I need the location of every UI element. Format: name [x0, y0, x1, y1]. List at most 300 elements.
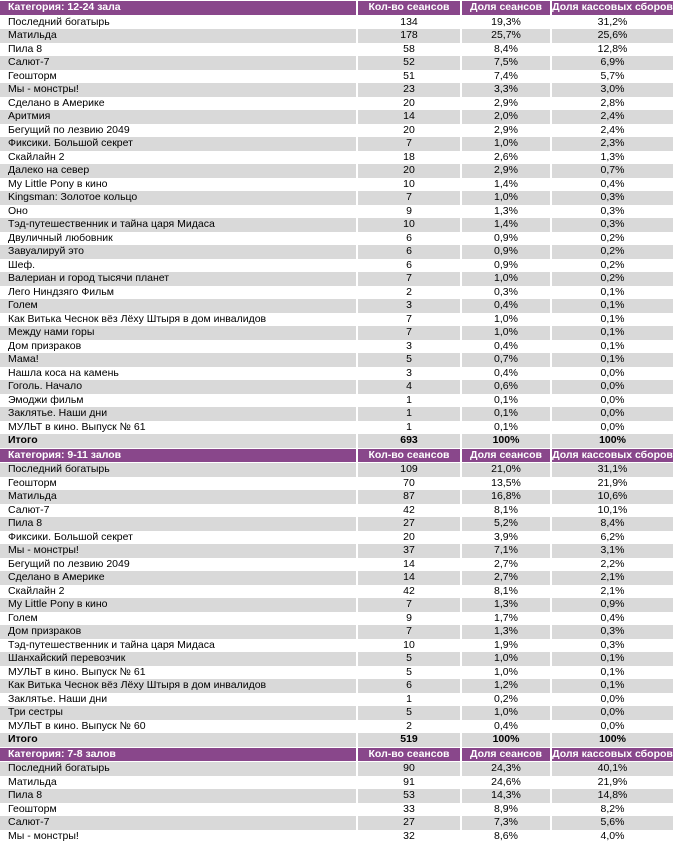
- sessions-count-cell: 134: [358, 16, 462, 30]
- movie-title-cell: МУЛЬТ в кино. Выпуск № 60: [0, 720, 358, 734]
- sessions-share-cell: 1,9%: [462, 639, 552, 653]
- sessions-count-cell: 7: [358, 326, 462, 340]
- sessions-share-cell: 1,4%: [462, 178, 552, 192]
- boxoffice-share-cell: 0,0%: [552, 693, 673, 707]
- movie-title-cell: Тэд-путешественник и тайна царя Мидаса: [0, 639, 358, 653]
- table-row: [0, 652, 673, 666]
- movie-title-cell: МУЛЬТ в кино. Выпуск № 61: [0, 421, 358, 435]
- sessions-share-cell: 3,9%: [462, 531, 552, 545]
- boxoffice-share-cell: 2,1%: [552, 571, 673, 585]
- movie-title-cell: Заклятье. Наши дни: [0, 407, 358, 421]
- sessions-share-cell: 1,0%: [462, 652, 552, 666]
- movie-title-cell: Шанхайский перевозчик: [0, 652, 358, 666]
- total-row: [0, 434, 673, 448]
- boxoffice-share-cell: 0,3%: [552, 191, 673, 205]
- sessions-count-cell: 23: [358, 83, 462, 97]
- boxoffice-share-cell: 0,2%: [552, 272, 673, 286]
- boxoffice-share-cell: 3,0%: [552, 83, 673, 97]
- movie-title-cell: Двуличный любовник: [0, 232, 358, 246]
- sessions-count-cell: 693: [358, 434, 462, 448]
- sessions-share-cell: 24,6%: [462, 776, 552, 790]
- boxoffice-share-cell: 31,2%: [552, 16, 673, 30]
- movie-title-cell: Последний богатырь: [0, 762, 358, 776]
- column-header-cell: Кол-во сеансов: [358, 448, 462, 464]
- table-row: [0, 367, 673, 381]
- boxoffice-share-cell: 2,2%: [552, 558, 673, 572]
- table-row: [0, 299, 673, 313]
- table-row: [0, 245, 673, 259]
- sessions-count-cell: 2: [358, 720, 462, 734]
- column-header-cell: Доля кассовых сборов: [552, 0, 673, 16]
- boxoffice-share-cell: 0,9%: [552, 598, 673, 612]
- boxoffice-share-cell: 2,3%: [552, 137, 673, 151]
- movie-title-cell: My Little Pony в кино: [0, 178, 358, 192]
- sessions-share-cell: 0,6%: [462, 380, 552, 394]
- table-row: [0, 421, 673, 435]
- boxoffice-share-cell: 0,3%: [552, 205, 673, 219]
- sessions-count-cell: 90: [358, 762, 462, 776]
- sessions-count-cell: 7: [358, 272, 462, 286]
- total-label-cell: Итого: [0, 434, 358, 448]
- column-header-cell: Доля сеансов: [462, 448, 552, 464]
- boxoffice-share-cell: 0,1%: [552, 353, 673, 367]
- movie-title-cell: Аритмия: [0, 110, 358, 124]
- movie-title-cell: My Little Pony в кино: [0, 598, 358, 612]
- column-header-cell: Кол-во сеансов: [358, 0, 462, 16]
- sessions-count-cell: 14: [358, 558, 462, 572]
- boxoffice-share-cell: 4,0%: [552, 830, 673, 843]
- boxoffice-share-cell: 0,1%: [552, 299, 673, 313]
- sessions-share-cell: 1,2%: [462, 679, 552, 693]
- table-row: [0, 407, 673, 421]
- movie-title-cell: Скайлайн 2: [0, 585, 358, 599]
- sessions-share-cell: 0,3%: [462, 286, 552, 300]
- sessions-share-cell: 1,7%: [462, 612, 552, 626]
- sessions-share-cell: 2,9%: [462, 97, 552, 111]
- sessions-count-cell: 42: [358, 504, 462, 518]
- table-row: [0, 762, 673, 776]
- sessions-count-cell: 10: [358, 218, 462, 232]
- boxoffice-share-cell: 21,9%: [552, 477, 673, 491]
- movie-title-cell: Скайлайн 2: [0, 151, 358, 165]
- sessions-share-cell: 0,4%: [462, 367, 552, 381]
- sessions-count-cell: 91: [358, 776, 462, 790]
- table-row: [0, 137, 673, 151]
- sessions-count-cell: 20: [358, 97, 462, 111]
- sessions-count-cell: 27: [358, 517, 462, 531]
- sessions-count-cell: 87: [358, 490, 462, 504]
- boxoffice-share-cell: 6,2%: [552, 531, 673, 545]
- sessions-count-cell: 52: [358, 56, 462, 70]
- sessions-share-cell: 8,9%: [462, 803, 552, 817]
- table-row: [0, 789, 673, 803]
- sessions-share-cell: 1,3%: [462, 598, 552, 612]
- sessions-share-cell: 24,3%: [462, 762, 552, 776]
- boxoffice-share-cell: 0,0%: [552, 720, 673, 734]
- sessions-share-cell: 3,3%: [462, 83, 552, 97]
- sessions-count-cell: 5: [358, 353, 462, 367]
- sessions-count-cell: 51: [358, 70, 462, 84]
- section-title-cell: Категория: 12-24 зала: [0, 0, 358, 16]
- table-row: [0, 110, 673, 124]
- table-row: [0, 679, 673, 693]
- table-row: [0, 178, 673, 192]
- sessions-share-cell: 25,7%: [462, 29, 552, 43]
- sessions-count-cell: 5: [358, 652, 462, 666]
- sessions-share-cell: 100%: [462, 434, 552, 448]
- movie-title-cell: Мы - монстры!: [0, 83, 358, 97]
- movie-title-cell: Бегущий по лезвию 2049: [0, 558, 358, 572]
- table-row: [0, 29, 673, 43]
- sessions-share-cell: 2,6%: [462, 151, 552, 165]
- movie-title-cell: Дом призраков: [0, 340, 358, 354]
- sessions-share-cell: 7,5%: [462, 56, 552, 70]
- movie-title-cell: Салют-7: [0, 56, 358, 70]
- movie-title-cell: Салют-7: [0, 816, 358, 830]
- sessions-share-cell: 7,4%: [462, 70, 552, 84]
- boxoffice-share-cell: 0,1%: [552, 679, 673, 693]
- sessions-count-cell: 3: [358, 367, 462, 381]
- boxoffice-share-cell: 0,0%: [552, 367, 673, 381]
- table-row: [0, 151, 673, 165]
- table-row: [0, 191, 673, 205]
- boxoffice-share-cell: 5,6%: [552, 816, 673, 830]
- table-row: [0, 259, 673, 273]
- sessions-share-cell: 2,0%: [462, 110, 552, 124]
- boxoffice-share-cell: 8,2%: [552, 803, 673, 817]
- boxoffice-share-cell: 0,7%: [552, 164, 673, 178]
- sessions-share-cell: 0,4%: [462, 340, 552, 354]
- boxoffice-share-cell: 10,6%: [552, 490, 673, 504]
- boxoffice-share-cell: 0,1%: [552, 326, 673, 340]
- sessions-count-cell: 519: [358, 733, 462, 747]
- boxoffice-share-cell: 2,4%: [552, 110, 673, 124]
- movie-title-cell: Фиксики. Большой секрет: [0, 137, 358, 151]
- sessions-share-cell: 1,3%: [462, 205, 552, 219]
- table-row: [0, 205, 673, 219]
- movie-title-cell: Геошторм: [0, 70, 358, 84]
- sessions-share-cell: 2,7%: [462, 558, 552, 572]
- table-row: [0, 16, 673, 30]
- boxoffice-share-cell: 0,1%: [552, 286, 673, 300]
- table-row: [0, 164, 673, 178]
- boxoffice-share-cell: 1,3%: [552, 151, 673, 165]
- sessions-count-cell: 3: [358, 340, 462, 354]
- total-row: [0, 733, 673, 747]
- sessions-share-cell: 0,1%: [462, 407, 552, 421]
- sessions-share-cell: 0,4%: [462, 720, 552, 734]
- boxoffice-share-cell: 0,4%: [552, 612, 673, 626]
- boxoffice-share-cell: 0,3%: [552, 639, 673, 653]
- sessions-count-cell: 53: [358, 789, 462, 803]
- boxoffice-share-cell: 2,8%: [552, 97, 673, 111]
- section-header-row: [0, 0, 673, 16]
- sessions-share-cell: 21,0%: [462, 463, 552, 477]
- boxoffice-share-cell: 100%: [552, 434, 673, 448]
- sessions-share-cell: 14,3%: [462, 789, 552, 803]
- sessions-count-cell: 1: [358, 407, 462, 421]
- table-row: [0, 504, 673, 518]
- table-row: [0, 97, 673, 111]
- sessions-share-cell: 1,4%: [462, 218, 552, 232]
- sessions-share-cell: 0,1%: [462, 421, 552, 435]
- sessions-count-cell: 70: [358, 477, 462, 491]
- sessions-count-cell: 10: [358, 178, 462, 192]
- boxoffice-share-cell: 0,0%: [552, 407, 673, 421]
- sessions-count-cell: 6: [358, 679, 462, 693]
- boxoffice-share-cell: 0,0%: [552, 421, 673, 435]
- sessions-share-cell: 2,9%: [462, 124, 552, 138]
- table-row: [0, 598, 673, 612]
- table-row: [0, 517, 673, 531]
- boxoffice-share-cell: 2,1%: [552, 585, 673, 599]
- boxoffice-share-cell: 0,1%: [552, 652, 673, 666]
- movie-title-cell: Эмоджи фильм: [0, 394, 358, 408]
- movie-title-cell: Матильда: [0, 776, 358, 790]
- sessions-count-cell: 14: [358, 571, 462, 585]
- movie-title-cell: Мы - монстры!: [0, 544, 358, 558]
- sessions-share-cell: 0,7%: [462, 353, 552, 367]
- boxoffice-share-cell: 0,3%: [552, 218, 673, 232]
- table-row: [0, 571, 673, 585]
- sessions-count-cell: 42: [358, 585, 462, 599]
- sessions-share-cell: 8,4%: [462, 43, 552, 57]
- boxoffice-share-cell: 0,4%: [552, 178, 673, 192]
- sessions-share-cell: 7,1%: [462, 544, 552, 558]
- sessions-count-cell: 10: [358, 639, 462, 653]
- table-row: [0, 625, 673, 639]
- movie-title-cell: Оно: [0, 205, 358, 219]
- table-row: [0, 313, 673, 327]
- table-row: [0, 477, 673, 491]
- sessions-share-cell: 1,0%: [462, 137, 552, 151]
- movie-title-cell: Между нами горы: [0, 326, 358, 340]
- table-row: [0, 803, 673, 817]
- boxoffice-share-cell: 0,2%: [552, 232, 673, 246]
- boxoffice-share-cell: 0,3%: [552, 625, 673, 639]
- boxoffice-share-cell: 8,4%: [552, 517, 673, 531]
- sessions-share-cell: 0,9%: [462, 245, 552, 259]
- boxoffice-share-cell: 0,2%: [552, 259, 673, 273]
- table-row: [0, 83, 673, 97]
- column-header-cell: Доля сеансов: [462, 747, 552, 763]
- movie-title-cell: Лего Ниндзяго Фильм: [0, 286, 358, 300]
- table-row: [0, 830, 673, 843]
- boxoffice-share-cell: 31,1%: [552, 463, 673, 477]
- sessions-share-cell: 0,1%: [462, 394, 552, 408]
- column-header-cell: Кол-во сеансов: [358, 747, 462, 763]
- boxoffice-share-cell: 10,1%: [552, 504, 673, 518]
- movie-title-cell: Kingsman: Золотое кольцо: [0, 191, 358, 205]
- movie-title-cell: Матильда: [0, 29, 358, 43]
- sessions-count-cell: 3: [358, 299, 462, 313]
- movie-title-cell: Гоголь. Начало: [0, 380, 358, 394]
- sessions-share-cell: 0,2%: [462, 693, 552, 707]
- sessions-share-cell: 0,9%: [462, 259, 552, 273]
- sessions-count-cell: 4: [358, 380, 462, 394]
- boxoffice-share-cell: 0,0%: [552, 394, 673, 408]
- table-row: [0, 340, 673, 354]
- sessions-count-cell: 7: [358, 137, 462, 151]
- movie-title-cell: Геошторм: [0, 477, 358, 491]
- table-row: [0, 490, 673, 504]
- table-row: [0, 272, 673, 286]
- sessions-count-cell: 58: [358, 43, 462, 57]
- boxoffice-share-cell: 5,7%: [552, 70, 673, 84]
- movie-title-cell: Мама!: [0, 353, 358, 367]
- movie-title-cell: Последний богатырь: [0, 16, 358, 30]
- movie-title-cell: Как Витька Чеснок вёз Лёху Штыря в дом инвалидов: [0, 313, 358, 327]
- sessions-count-cell: 9: [358, 612, 462, 626]
- movie-title-cell: Тэд-путешественник и тайна царя Мидаса: [0, 218, 358, 232]
- section-title-cell: Категория: 9-11 залов: [0, 448, 358, 464]
- sessions-share-cell: 13,5%: [462, 477, 552, 491]
- movie-title-cell: Дом призраков: [0, 625, 358, 639]
- sessions-count-cell: 20: [358, 531, 462, 545]
- boxoffice-share-cell: 0,2%: [552, 245, 673, 259]
- sessions-count-cell: 14: [358, 110, 462, 124]
- sessions-share-cell: 8,1%: [462, 585, 552, 599]
- boxoffice-share-cell: 40,1%: [552, 762, 673, 776]
- movie-title-cell: Пила 8: [0, 43, 358, 57]
- table-row: [0, 531, 673, 545]
- table-row: [0, 56, 673, 70]
- movie-title-cell: Как Витька Чеснок вёз Лёху Штыря в дом инвалидов: [0, 679, 358, 693]
- sessions-count-cell: 20: [358, 124, 462, 138]
- table-row: [0, 666, 673, 680]
- movie-title-cell: Далеко на север: [0, 164, 358, 178]
- sessions-share-cell: 1,0%: [462, 272, 552, 286]
- sessions-share-cell: 100%: [462, 733, 552, 747]
- table-row: [0, 326, 673, 340]
- boxoffice-share-cell: 0,0%: [552, 380, 673, 394]
- sessions-count-cell: 20: [358, 164, 462, 178]
- sessions-count-cell: 5: [358, 666, 462, 680]
- movie-title-cell: Пила 8: [0, 789, 358, 803]
- sessions-share-cell: 0,9%: [462, 232, 552, 246]
- movie-title-cell: Салют-7: [0, 504, 358, 518]
- movie-title-cell: Нашла коса на камень: [0, 367, 358, 381]
- sessions-count-cell: 6: [358, 245, 462, 259]
- table-row: [0, 70, 673, 84]
- sessions-count-cell: 1: [358, 421, 462, 435]
- column-header-cell: Доля сеансов: [462, 0, 552, 16]
- sessions-share-cell: 1,0%: [462, 666, 552, 680]
- sessions-share-cell: 7,3%: [462, 816, 552, 830]
- sessions-share-cell: 2,7%: [462, 571, 552, 585]
- sessions-count-cell: 1: [358, 394, 462, 408]
- sessions-count-cell: 1: [358, 693, 462, 707]
- movie-title-cell: Шеф.: [0, 259, 358, 273]
- boxoffice-share-cell: 0,0%: [552, 706, 673, 720]
- sessions-count-cell: 27: [358, 816, 462, 830]
- sessions-count-cell: 18: [358, 151, 462, 165]
- table-row: [0, 286, 673, 300]
- movie-title-cell: Мы - монстры!: [0, 830, 358, 843]
- boxoffice-share-cell: 14,8%: [552, 789, 673, 803]
- sessions-share-cell: 1,0%: [462, 326, 552, 340]
- table-row: [0, 544, 673, 558]
- sessions-count-cell: 33: [358, 803, 462, 817]
- movie-title-cell: Сделано в Америке: [0, 97, 358, 111]
- sessions-count-cell: 7: [358, 191, 462, 205]
- table-row: [0, 558, 673, 572]
- boxoffice-share-cell: 0,1%: [552, 313, 673, 327]
- movie-title-cell: Пила 8: [0, 517, 358, 531]
- boxoffice-share-cell: 0,1%: [552, 666, 673, 680]
- sessions-count-cell: 7: [358, 625, 462, 639]
- sessions-count-cell: 6: [358, 259, 462, 273]
- boxoffice-share-cell: 12,8%: [552, 43, 673, 57]
- table-row: [0, 585, 673, 599]
- sessions-count-cell: 5: [358, 706, 462, 720]
- movie-title-cell: Голем: [0, 612, 358, 626]
- section-header-row: [0, 747, 673, 763]
- sessions-share-cell: 2,9%: [462, 164, 552, 178]
- boxoffice-share-cell: 6,9%: [552, 56, 673, 70]
- sessions-count-cell: 32: [358, 830, 462, 843]
- sessions-count-cell: 7: [358, 598, 462, 612]
- sessions-share-cell: 1,0%: [462, 191, 552, 205]
- table-row: [0, 218, 673, 232]
- table-row: [0, 816, 673, 830]
- sessions-share-cell: 1,0%: [462, 706, 552, 720]
- column-header-cell: Доля кассовых сборов: [552, 747, 673, 763]
- table-row: [0, 43, 673, 57]
- sessions-count-cell: 7: [358, 313, 462, 327]
- movie-title-cell: Геошторм: [0, 803, 358, 817]
- movie-title-cell: Валериан и город тысячи планет: [0, 272, 358, 286]
- table-row: [0, 693, 673, 707]
- sessions-share-cell: 1,0%: [462, 313, 552, 327]
- section-header-row: [0, 448, 673, 464]
- sessions-share-cell: 0,4%: [462, 299, 552, 313]
- table-row: [0, 124, 673, 138]
- sessions-share-cell: 5,2%: [462, 517, 552, 531]
- boxoffice-share-cell: 100%: [552, 733, 673, 747]
- sessions-count-cell: 9: [358, 205, 462, 219]
- table-row: [0, 639, 673, 653]
- section-title-cell: Категория: 7-8 залов: [0, 747, 358, 763]
- movie-title-cell: МУЛЬТ в кино. Выпуск № 61: [0, 666, 358, 680]
- movie-title-cell: Бегущий по лезвию 2049: [0, 124, 358, 138]
- boxoffice-share-cell: 2,4%: [552, 124, 673, 138]
- table-row: [0, 463, 673, 477]
- movie-title-cell: Завуалируй это: [0, 245, 358, 259]
- boxoffice-share-cell: 21,9%: [552, 776, 673, 790]
- table-row: [0, 380, 673, 394]
- movie-title-cell: Последний богатырь: [0, 463, 358, 477]
- sessions-share-cell: 19,3%: [462, 16, 552, 30]
- movie-title-cell: Заклятье. Наши дни: [0, 693, 358, 707]
- boxoffice-share-cell: 3,1%: [552, 544, 673, 558]
- boxoffice-share-cell: 0,1%: [552, 340, 673, 354]
- movie-title-cell: Три сестры: [0, 706, 358, 720]
- sessions-count-cell: 6: [358, 232, 462, 246]
- movie-title-cell: Сделано в Америке: [0, 571, 358, 585]
- sessions-share-cell: 16,8%: [462, 490, 552, 504]
- table-row: [0, 394, 673, 408]
- sessions-count-cell: 178: [358, 29, 462, 43]
- boxoffice-share-cell: 25,6%: [552, 29, 673, 43]
- table-row: [0, 232, 673, 246]
- column-header-cell: Доля кассовых сборов: [552, 448, 673, 464]
- movie-title-cell: Матильда: [0, 490, 358, 504]
- table-row: [0, 776, 673, 790]
- movie-title-cell: Голем: [0, 299, 358, 313]
- sessions-share-cell: 8,1%: [462, 504, 552, 518]
- table-row: [0, 353, 673, 367]
